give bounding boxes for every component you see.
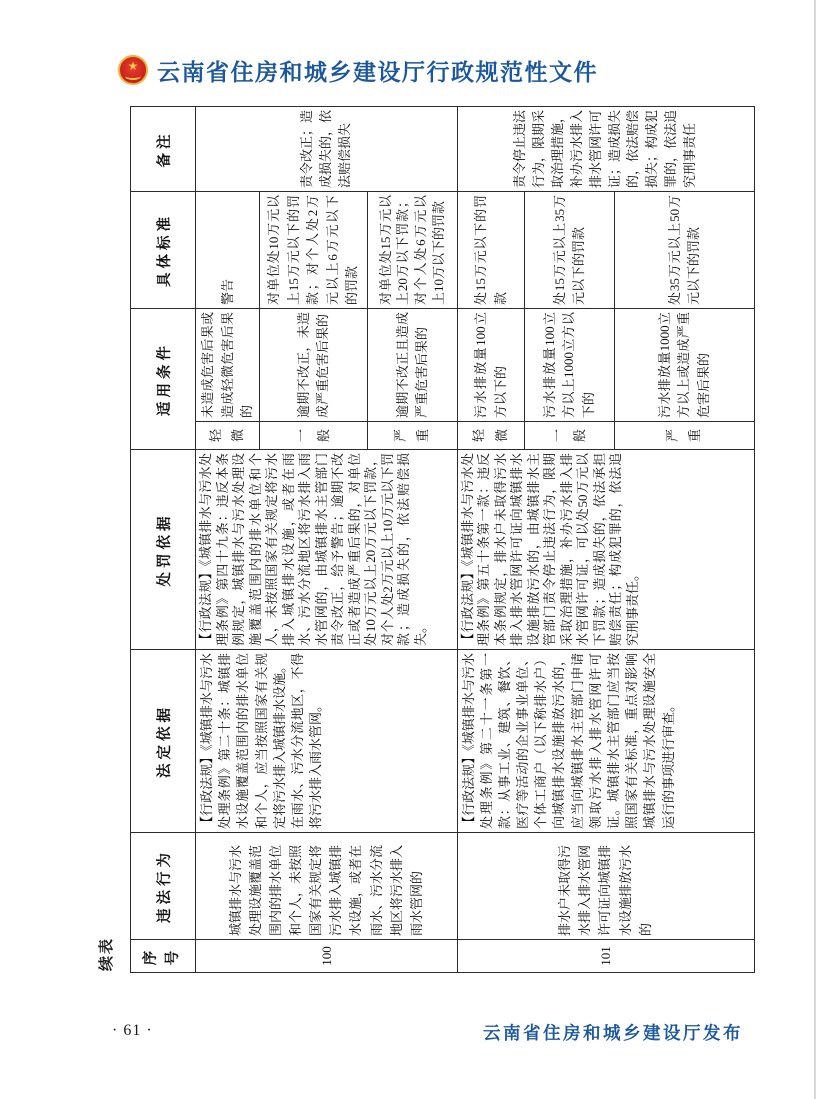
row100-penalty-basis: 【行政法规】《城镇排水与污水处理条例》第四十九条：违反本条例规定，城镇排水与污水处理设施覆盖范围内的排水单位和个人，未按照国家有关规定将污水排入城镇排水设施，或者在雨水、污水分流地区将污水排入雨水管网的，由城镇排水主管部门责令改正，给予警告；逾期不改正或者造成严重后果的，对单位处10万元以上20万元以下罚款，对个人处2万元以上10万元以下罚款；造成损失的，依法赔偿损失。: [196, 450, 458, 650]
row100-severity-severe: 严重: [367, 422, 457, 450]
row100-standard-general: 对单位处10万元以上15万元以下的罚款；对个人处2万元以上6万元以下的罚款: [259, 192, 367, 309]
row100-condition-light: 未造成危害后果或造成轻微危害后果的: [196, 309, 260, 422]
row101-severity-light: 轻微: [457, 422, 524, 450]
national-emblem-icon: [118, 55, 148, 85]
col-header-violation: 违法行为: [131, 833, 196, 940]
rotated-table-area: [95, 107, 740, 973]
legal-basis-paragraph: 【行政法规】《城镇排水与污水处理条例》第二十一条第一款：从事工业、建筑、餐饮、医疗等活动的企业事业单位、个体工商户（以下称排水户）向城镇排水设施排放污水的，应当向城镇排水主管部门申请领取污水排入排水管网许可证。城镇排水主管部门应当按照国家有关标准，重点对影响城镇排水与污水处理设施安全运行的事项进行审查。: [460, 653, 676, 829]
row100-violation: 城镇排水与污水处理设施覆盖范围内的排水单位和个人，未按照国家有关规定将污水排入城镇排水设施，或者在雨水、污水分流地区将污水排入雨水管网的: [196, 833, 458, 940]
col-header-seq: 序号: [131, 940, 196, 973]
row100-standard-severe: 对单位处15万元以上20万以下罚款；对个人处6万元以上10万以下的罚款: [367, 192, 457, 309]
row100-standard-light: 警告: [196, 192, 260, 309]
row101-condition-severe: 污水排放量1000立方以上或造成严重危害后果的: [614, 309, 754, 422]
row101-seq: 101: [457, 940, 754, 973]
document-header: [118, 52, 598, 88]
row101-standard-light: 处15万元以下的罚款: [457, 192, 524, 309]
row101-condition-light: 污水排放量100立方以下的: [457, 309, 524, 422]
row101-penalty-basis: 【行政法规】《城镇排水与污水处理条例》第五十条第一款：违反本条例规定，排水户未取得污水排入排水管网许可证向城镇排水设施排放污水的，由城镇排水主管部门责令停止违法行为，限期采取治理措施，补办污水排入排水管网许可证，可以处50万元以下罚款；造成损失的，依法承担赔偿责任；构成犯罪的，依法追究刑事责任。: [457, 450, 754, 650]
publisher-label: 云南省住房和城乡建设厅发布: [483, 1023, 743, 1043]
col-header-specific-standard: 具体标准: [131, 192, 196, 309]
row101-violation: 排水户未取得污水排入排水管网许可证向城镇排水设施排放污水的: [457, 833, 754, 940]
col-header-remarks: 备注: [131, 107, 196, 192]
row100-remarks: 责令改正；造成损失的，依法赔偿损失: [196, 107, 458, 192]
row100-condition-severe: 逾期不改正且造成严重危害后果的: [367, 309, 457, 422]
row101-remarks: 责令停止违法行为，限期采取治理措施，补办污水排入排水管网许可证；造成损失的，依法赔偿损失；构成犯罪的，依法追究刑事责任: [457, 107, 754, 192]
document-title: 云南省住房和城乡建设厅行政规范性文件: [157, 59, 598, 85]
legal-basis-paragraph: 【行政法规】《城镇排水与污水处理条例》第二十条：城镇排水设施覆盖范围内的排水单位和个人，应当按照国家有关规定将污水排入城镇排水设施。: [199, 653, 287, 829]
row100-severity-general: 一般: [259, 422, 367, 450]
table-row: [196, 107, 260, 973]
row100-legal-basis: [196, 650, 458, 833]
col-header-legal-basis: 法定依据: [131, 650, 196, 833]
row101-standard-general: 处15万元以上35万元以下的罚款: [524, 192, 614, 309]
legal-basis-paragraph: 在雨水、污水分流地区，不得将污水排入雨水管网。: [289, 653, 324, 829]
row101-severity-severe: 严重: [614, 422, 754, 450]
row100-severity-light: 轻微: [196, 422, 260, 450]
row101-standard-severe: 处35万元以上50万元以下的罚款: [614, 192, 754, 309]
page-number: · 61 ·: [112, 1022, 153, 1039]
row100-condition-general: 逾期不改正，未造成严重危害后果的: [259, 309, 367, 422]
table-continued-label: 续表: [99, 936, 115, 971]
penalty-discretion-table: [130, 106, 755, 973]
col-header-applicable-conditions: 适用条件: [131, 309, 196, 450]
row101-legal-basis: [457, 650, 754, 833]
row100-seq: 100: [196, 940, 458, 973]
col-header-penalty-basis: 处罚依据: [131, 450, 196, 650]
table-row: [457, 107, 524, 973]
table-header-row: [131, 107, 196, 973]
row101-condition-general: 污水排放量100立方以上1000立方以下的: [524, 309, 614, 422]
row101-severity-general: 一般: [524, 422, 614, 450]
